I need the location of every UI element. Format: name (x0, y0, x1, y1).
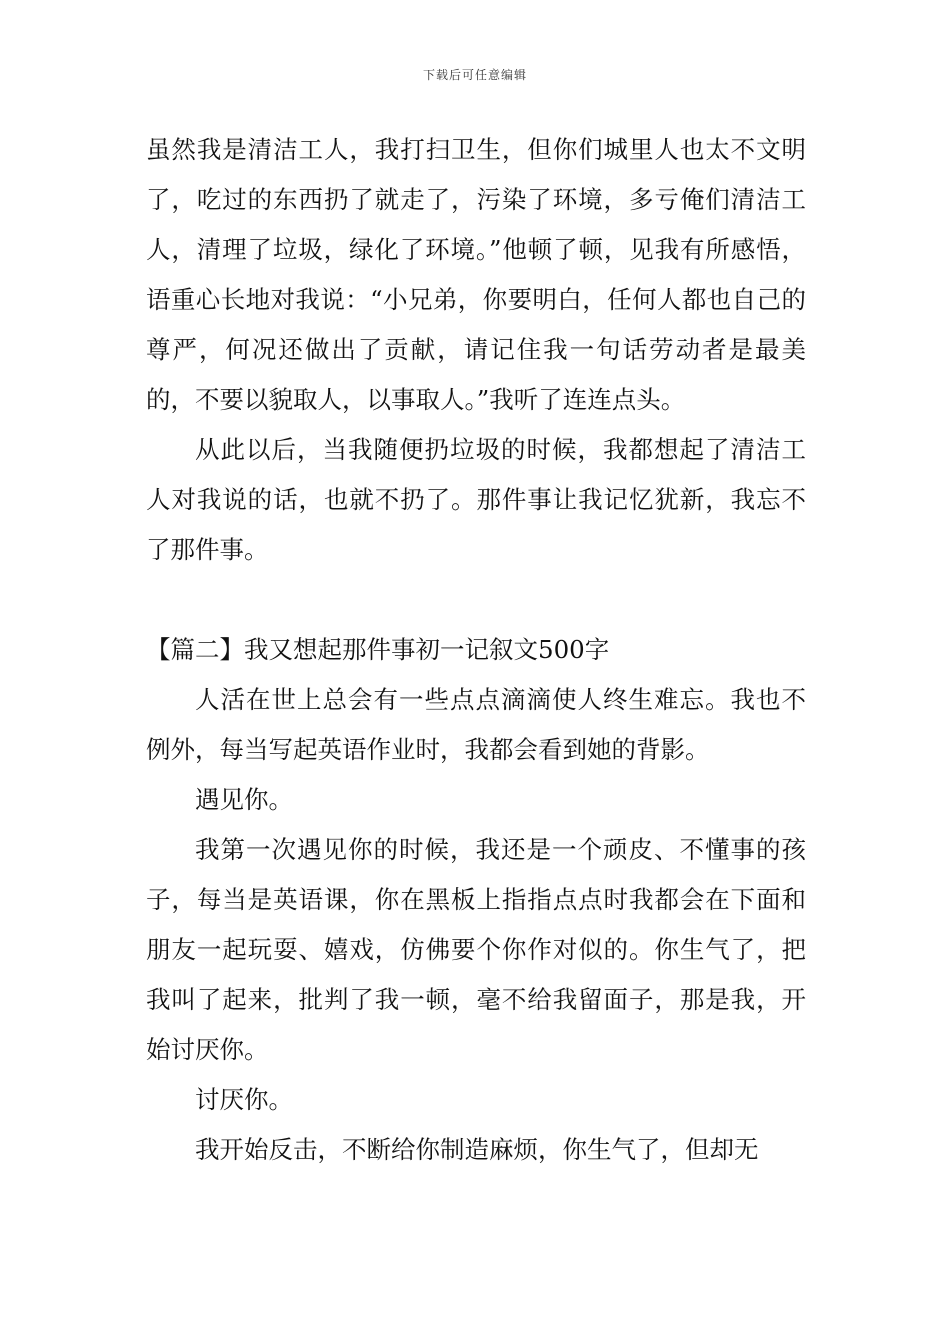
document-body (146, 125, 806, 1175)
section-gap (146, 575, 806, 625)
section-title: 【篇二】我又想起那件事初一记叙文500字 (146, 635, 610, 664)
paragraph-conclusion: 从此以后，当我随便扔垃圾的时候，我都想起了清洁工人对我说的话，也就不扔了。那件事让我记忆犹新，我忘不了那件事。 (146, 435, 806, 564)
paragraph-first-meeting: 我第一次遇见你的时候，我还是一个顽皮、不懂事的孩子，每当是英语课，你在黑板上指指点点时我都会在下面和朋友一起玩耍、嬉戏，仿佛要个你作对似的。你生气了，把我叫了起来，批判了我一顿，毫不给我留面子，那是我，开始讨厌你。 (146, 835, 806, 1064)
paragraph-continuation: 虽然我是清洁工人，我打扫卫生，但你们城里人也太不文明了，吃过的东西扔了就走了，污染了环境，多亏俺们清洁工人，清理了垃圾，绿化了环境。”他顿了顿，见我有所感悟，语重心长地对我说：“小兄弟，你要明白，任何人都也自己的尊严，何况还做出了贡献，请记住我一句话劳动者是最美的，不要以貌取人，以事取人。”我听了连连点头。 (146, 135, 806, 414)
paragraph-subheading-meet: 遇见你。 (195, 785, 293, 814)
paragraph-intro: 人活在世上总会有一些点点滴滴使人终生难忘。我也不例外，每当写起英语作业时，我都会看到她的背影。 (146, 685, 806, 764)
paragraph-subheading-dislike: 讨厌你。 (195, 1085, 293, 1114)
paragraph-fight-back: 我开始反击，不断给你制造麻烦，你生气了，但却无 (195, 1135, 759, 1164)
page-header: 下载后可任意编辑 (422, 68, 527, 82)
